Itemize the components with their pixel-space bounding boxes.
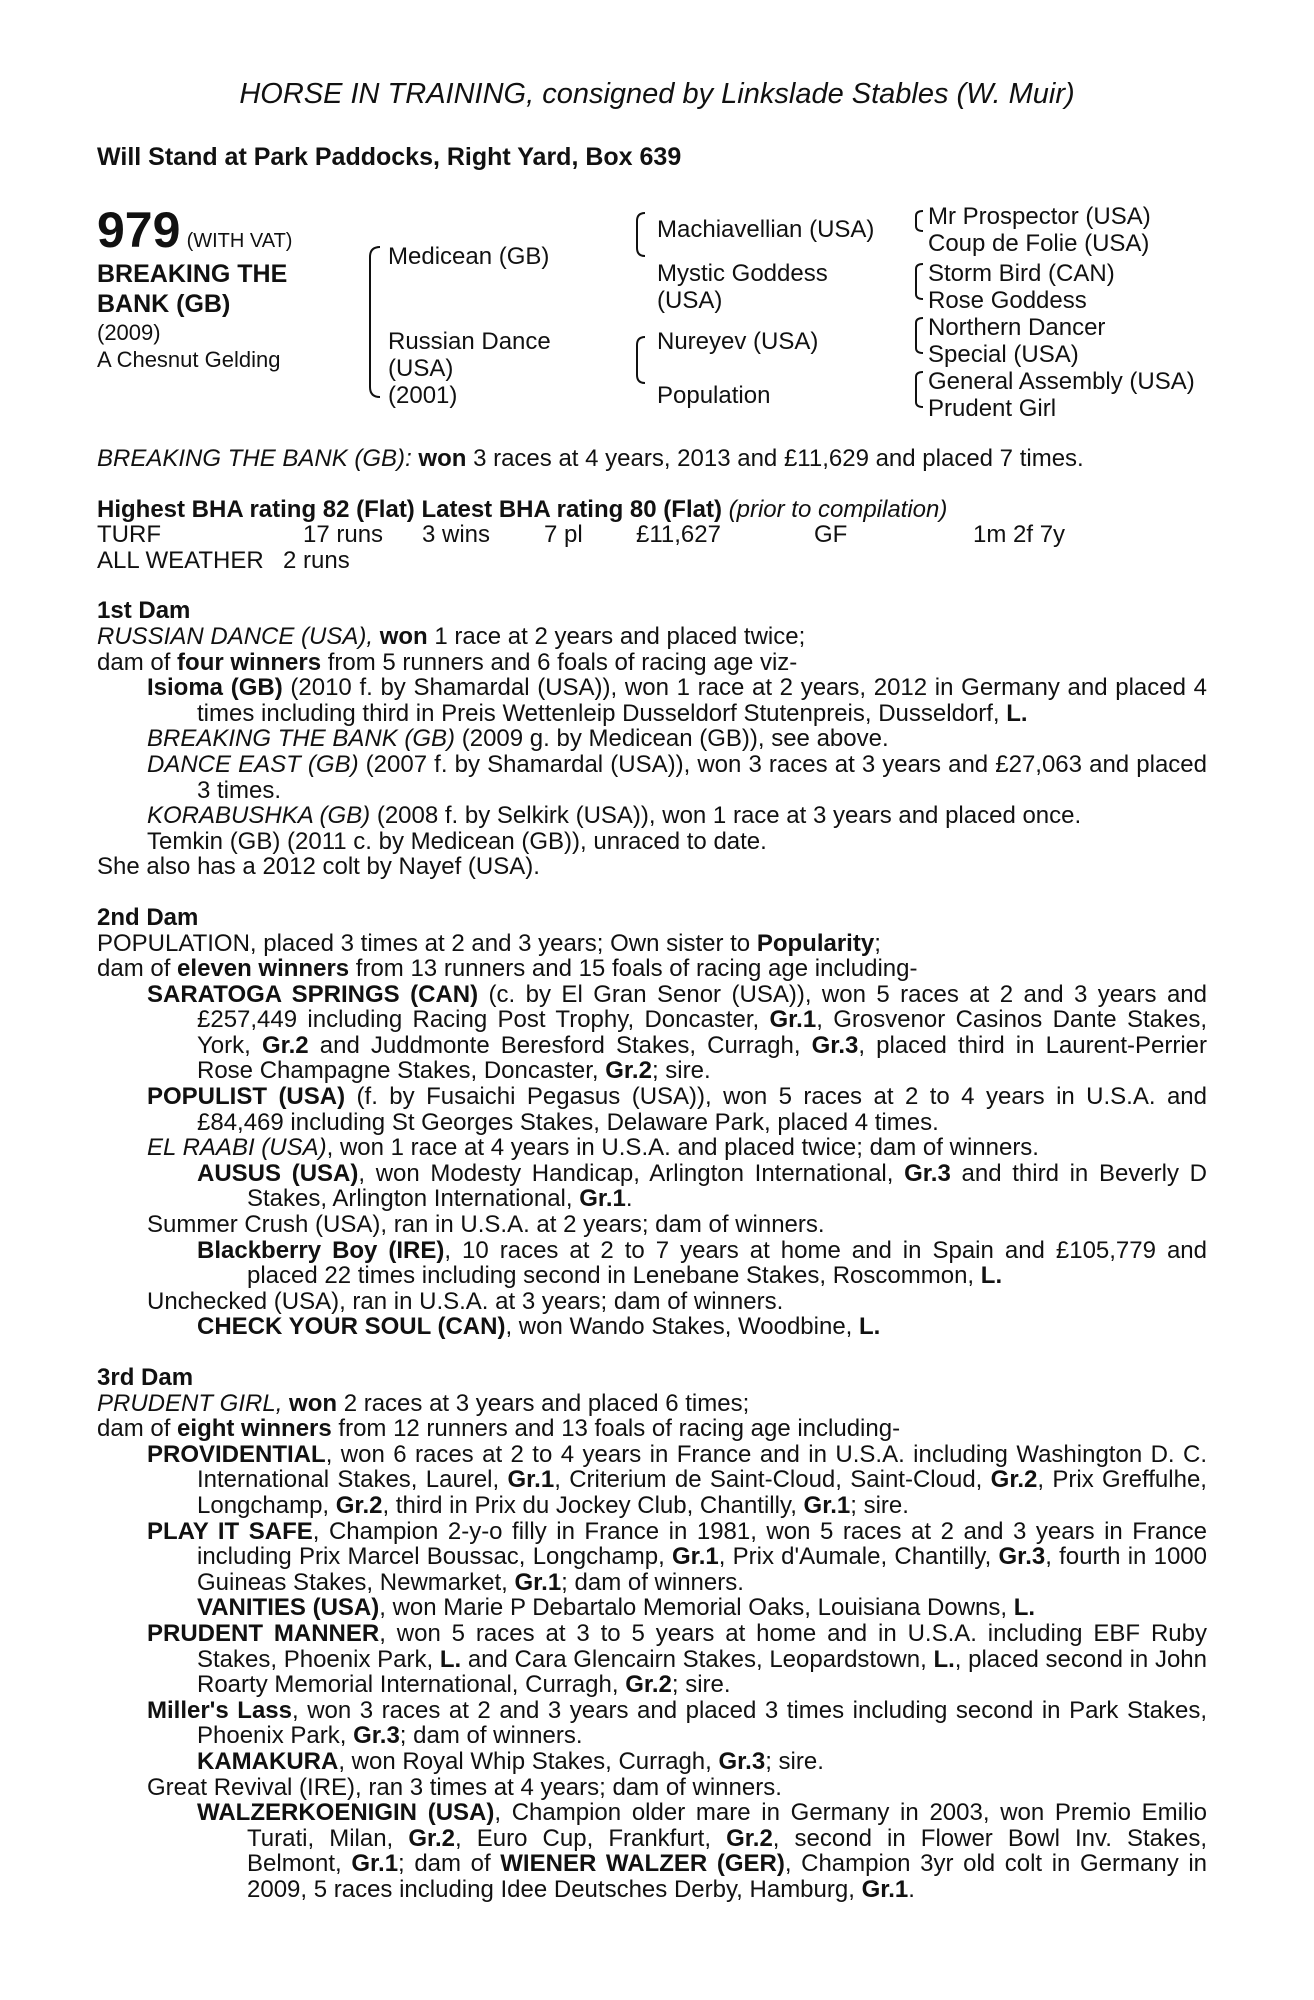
turf-wins: 3 wins <box>422 521 491 549</box>
pedigree-gen3-7: General Assembly (USA) <box>928 368 1195 395</box>
pedigree-gen3-3: Storm Bird (CAN) <box>928 260 1115 287</box>
dam1-produce-dance-east: DANCE EAST (GB) (2007 f. by Shamardal (USA)), won 3 races at 3 years and £27,063 and placed 3 times. <box>147 750 1207 804</box>
pedigree-dam-country: (USA) <box>388 355 454 382</box>
pedigree-gen3-2: Coup de Folie (USA) <box>928 230 1150 257</box>
dam1-produce-isioma: Isioma (GB) (2010 f. by Shamardal (USA)), won 1 race at 2 years, 2012 in Germany and placed 4 times including third in Preis Wettenleip Dusseldorf Stutenpreis, Dusseldorf, L. <box>147 674 1208 727</box>
pedigree-sire-dam-country: (USA) <box>657 287 723 314</box>
dam2-produce-saratoga: SARATOGA SPRINGS (CAN) (c. by El Gran Senor (USA)), won 5 races at 2 and 3 years and £257,449 including Racing Post Trophy, Doncaster, Gr.1, Grosvenor Casinos Dante Stakes, York, Gr.2 and Juddmonte Beresford Stakes, Curragh, Gr.3, placed third in Laurent-Perrier Rose Champagne Stakes, Doncaster, Gr.2; sire. <box>147 980 1207 1085</box>
turf-going: GF <box>814 521 848 549</box>
dam3-produce-great-revival: Great Revival (IRE), ran 3 times at 4 years; dam of winners. <box>147 1773 782 1801</box>
horse-name-line2: BANK (GB) <box>97 290 231 318</box>
dam3-produce-walzerkoenigin: WALZERKOENIGIN (USA), Champion older mare in Germany in 2003, won Premio Emilio Turati, Milan, Gr.2, Euro Cup, Frankfurt, Gr.2, second in Flower Bowl Inv. Stakes, Belmont, Gr.1; dam of WIENER WALZER (GER), Champion 3yr old colt in Germany in 2009, 5 races including Idee Deutsches Derby, Hamburg, Gr.1. <box>197 1799 1208 1903</box>
dam2-produce-summer-crush: Summer Crush (USA), ran in U.S.A. at 2 years; dam of winners. <box>147 1211 825 1239</box>
lot-number: 979 <box>97 202 181 258</box>
horse-name-line1: BREAKING THE <box>97 260 288 288</box>
aw-record <box>97 548 1207 574</box>
dam1-also: She also has a 2012 colt by Nayef (USA). <box>97 853 540 881</box>
pedigree-gen3-5: Northern Dancer <box>928 314 1106 341</box>
foaling-year: (2009) <box>97 320 161 345</box>
summary-horse-name: BREAKING THE BANK (GB) <box>97 445 406 472</box>
dam1-heading: 1st Dam <box>97 597 191 625</box>
pedigree-dam-dam: Population <box>657 382 771 409</box>
pedigree-sire: Medicean (GB) <box>388 243 550 270</box>
turf-distance: 1m 2f 7y <box>973 521 1066 549</box>
race-summary: BREAKING THE BANK (GB): won 3 races at 4 years, 2013 and £11,629 and placed 7 times. <box>97 445 1084 472</box>
dam2-produce-populist: POPULIST (USA) (f. by Fusaichi Pegasus (USA)), won 5 races at 2 to 4 years in U.S.A. and £84,469 including St Georges Stakes, Delaware Park, placed 4 times. <box>147 1083 1208 1136</box>
turf-placed: 7 pl <box>544 521 583 549</box>
dam3-produce-vanities: VANITIES (USA), won Marie P Debartalo Memorial Oaks, Louisiana Downs, L. <box>197 1594 1036 1622</box>
dam1-line2: dam of four winners from 5 runners and 6 foals of racing age viz- <box>97 648 798 676</box>
aw-label: ALL WEATHER <box>97 546 264 574</box>
summary-won: won <box>418 445 467 472</box>
dam2-heading: 2nd Dam <box>97 903 199 931</box>
dam2-produce-el-raabi: EL RAABI (USA), won 1 race at 4 years in U.S.A. and placed twice; dam of winners. <box>147 1134 1039 1162</box>
vat-note: (WITH VAT) <box>186 230 293 252</box>
stand-location: Will Stand at Park Paddocks, Right Yard, Box 639 <box>97 143 682 171</box>
pedigree-gen3-1: Mr Prospector (USA) <box>928 203 1151 230</box>
bha-rating <box>97 497 1207 523</box>
dam2-line1: POPULATION, placed 3 times at 2 and 3 years; Own sister to Popularity; <box>97 929 881 957</box>
rating-note: (prior to compilation) <box>728 495 948 523</box>
turf-runs: 17 runs <box>303 521 384 549</box>
pedigree-dam-year: (2001) <box>388 382 458 409</box>
catalogue-body <box>97 446 1207 1902</box>
turf-record <box>97 522 1207 548</box>
pedigree-gen3-8: Prudent Girl <box>928 395 1057 422</box>
pedigree-sire-sire: Machiavellian (USA) <box>657 216 875 243</box>
dam2-produce-blackberry-boy: Blackberry Boy (IRE), 10 races at 2 to 7 years at home and in Spain and £105,779 and placed 22 times including second in Lenebane Stakes, Roscommon, L. <box>197 1236 1208 1290</box>
dam3-heading: 3rd Dam <box>97 1364 194 1391</box>
dam3-produce-play-it-safe: PLAY IT SAFE, Champion 2-y-o filly in France in 1981, won 5 races at 2 and 3 years in France including Prix Marcel Boussac, Longchamp, Gr.1, Prix d'Aumale, Chantilly, Gr.3, fourth in 1000 Guineas Stakes, Newmarket, Gr.1; dam of winners. <box>147 1517 1207 1596</box>
turf-label: TURF <box>97 521 161 549</box>
pedigree-sire-dam <box>657 260 828 314</box>
dam3-produce-providential: PROVIDENTIAL, won 6 races at 2 to 4 years in France and in U.S.A. including Washington D. C. International Stakes, Laurel, Gr.1, Criterium de Saint-Cloud, Saint-Cloud, Gr.2, Prix Greffulhe, Longchamp, Gr.2, third in Prix du Jockey Club, Chantilly, Gr.1; sire. <box>147 1440 1207 1519</box>
pedigree-dam <box>388 328 551 409</box>
dam3-line1: PRUDENT GIRL, won 2 races at 3 years and placed 6 times; <box>97 1389 750 1417</box>
dam1-line1: RUSSIAN DANCE (USA), won 1 race at 2 years and placed twice; <box>97 622 806 650</box>
dam1-produce-temkin: Temkin (GB) (2011 c. by Medicean (GB)), unraced to date. <box>147 827 767 855</box>
dam1-produce-korabushka: KORABUSHKA (GB) (2008 f. by Selkirk (USA)), won 1 race at 3 years and placed once. <box>147 802 1082 830</box>
horse-description: A Chesnut Gelding <box>97 347 281 372</box>
pedigree-dam-sire: Nureyev (USA) <box>657 328 819 355</box>
dam2-produce-unchecked: Unchecked (USA), ran in U.S.A. at 3 years; dam of winners. <box>147 1287 784 1315</box>
aw-runs: 2 runs <box>283 546 350 574</box>
pedigree-gen3-4: Rose Goddess <box>928 287 1087 314</box>
turf-prize: £11,627 <box>636 521 721 549</box>
dam2-produce-ausus: AUSUS (USA), won Modesty Handicap, Arlington International, Gr.3 and third in Beverly D Stakes, Arlington International, Gr.1. <box>197 1159 1208 1213</box>
summary-rest: 3 races at 4 years, 2013 and £11,629 and placed 7 times. <box>466 445 1084 472</box>
page-title: HORSE IN TRAINING, consigned by Linkslade Stables (W. Muir) <box>239 78 1075 110</box>
dam1-produce-btb: BREAKING THE BANK (GB) (2009 g. by Medicean (GB)), see above. <box>147 725 889 753</box>
dam3-line2: dam of eight winners from 12 runners and 13 foals of racing age including- <box>97 1415 901 1443</box>
dam3-produce-kamakura: KAMAKURA, won Royal Whip Stakes, Curragh, Gr.3; sire. <box>197 1747 824 1775</box>
rating-text: Highest BHA rating 82 (Flat) Latest BHA rating 80 (Flat) <box>97 495 722 523</box>
dam2-produce-check-your-soul: CHECK YOUR SOUL (CAN), won Wando Stakes, Woodbine, L. <box>197 1313 881 1341</box>
dam2-line2: dam of eleven winners from 13 runners and 15 foals of racing age including- <box>97 955 918 983</box>
dam3-produce-prudent-manner: PRUDENT MANNER, won 5 races at 3 to 5 years at home and in U.S.A. including EBF Ruby Stakes, Phoenix Park, L. and Cara Glencairn Stakes, Leopardstown, L., placed second in John Roarty Memorial International, Curragh, Gr.2; sire. <box>147 1619 1207 1699</box>
dam3-produce-millers-lass: Miller's Lass, won 3 races at 2 and 3 years and placed 3 times including second in Park Stakes, Phoenix Park, Gr.3; dam of winners. <box>147 1696 1208 1750</box>
pedigree-sire-dam-name: Mystic Goddess <box>657 260 828 287</box>
pedigree-gen3-6: Special (USA) <box>928 341 1079 368</box>
pedigree-dam-name: Russian Dance <box>388 328 551 355</box>
